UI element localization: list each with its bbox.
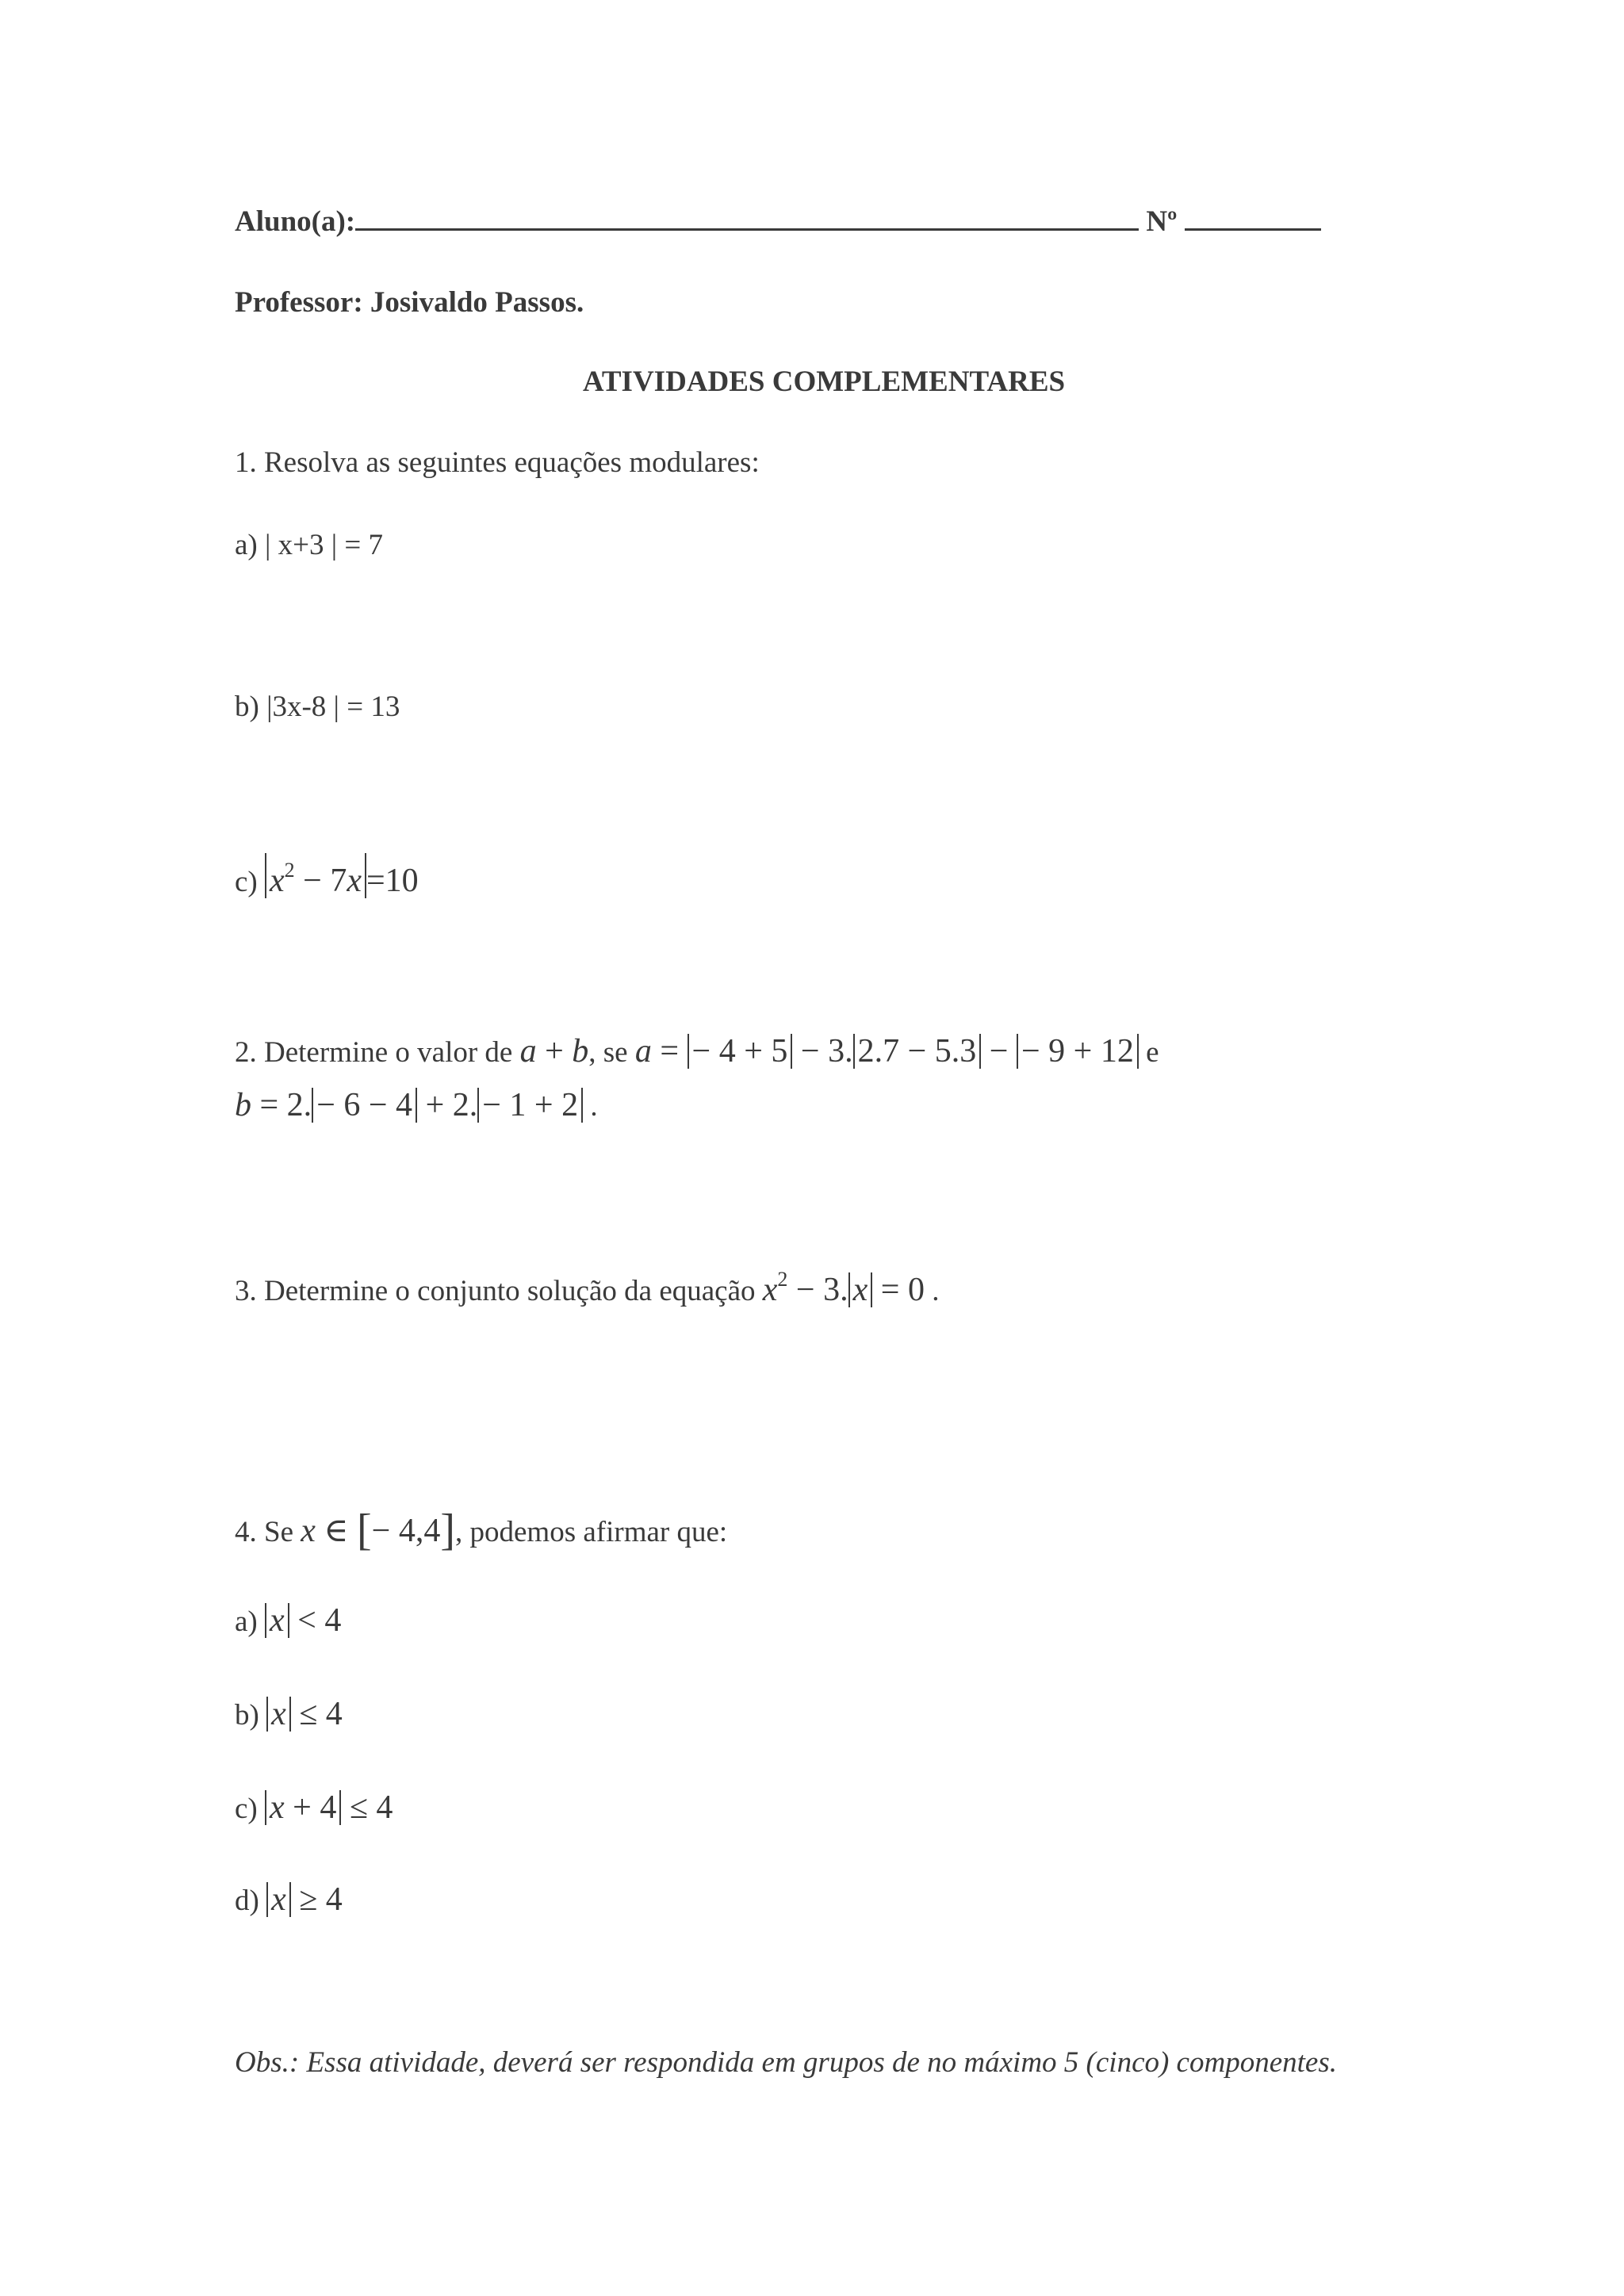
question-4a-expression: x < 4 <box>265 1602 341 1639</box>
question-1c-label: c) <box>235 866 258 898</box>
question-4d: d) x ≥ 4 <box>235 1881 343 1918</box>
question-4-prompt: 4. Se x ∈ [− 4,4], podemos afirmar que: <box>235 1506 728 1555</box>
question-2-sum: a + b <box>519 1033 589 1070</box>
question-1-prompt: 1. Resolva as seguintes equações modulares: <box>235 446 760 479</box>
question-4c-expression: x + 4 ≤ 4 <box>265 1789 393 1826</box>
question-2-line2: b = 2. − 6 − 4 + 2. − 1 + 2 . <box>235 1087 598 1123</box>
question-2-a-expression: a = − 4 + 5 − 3. 2.7 − 5.3 − − 9 + 12 <box>635 1033 1139 1070</box>
question-2-b-expression: b = 2. − 6 − 4 + 2. − 1 + 2 <box>235 1087 583 1123</box>
question-1c <box>235 853 419 901</box>
question-4d-expression: x ≥ 4 <box>266 1881 343 1918</box>
question-2-prompt: 2. Determine o valor de <box>235 1036 513 1069</box>
question-2-line1: 2. Determine o valor de a + b, se a = − 4 + 5 − 3. 2.7 − 5.3 − − 9 + 12 e <box>235 1033 1159 1070</box>
question-1a: a) | x+3 | = 7 <box>235 529 384 561</box>
question-4b-expression: x ≤ 4 <box>266 1696 343 1732</box>
page-title: ATIVIDADES COMPLEMENTARES <box>582 365 1066 398</box>
question-4b: b) x ≤ 4 <box>235 1696 343 1732</box>
question-3-prompt: 3. Determine o conjunto solução da equação <box>235 1275 756 1307</box>
question-1c-expression: $x^2 - 7x =10$ <box>265 863 419 899</box>
student-name-blank[interactable] <box>355 201 1139 231</box>
student-label: Aluno(a): <box>235 205 356 238</box>
question-4-interval: x ∈ [− 4,4] <box>301 1506 455 1555</box>
question-4c: c) x + 4 ≤ 4 <box>235 1789 393 1826</box>
question-3-equation: $x^2 - 3$. x = 0 <box>762 1268 925 1308</box>
question-4a: a) x < 4 <box>235 1602 342 1639</box>
teacher-line: Professor: Josivaldo Passos. <box>235 286 584 319</box>
number-blank[interactable] <box>1185 201 1321 231</box>
observation-note: Obs.: Essa atividade, deverá ser respondida em grupos de no máximo 5 (cinco) componentes. <box>235 2046 1337 2079</box>
question-1b: b) |3x-8 | = 13 <box>235 691 400 723</box>
question-3: 3. Determine o conjunto solução da equação $x^2 - 3$. x = 0 . <box>235 1268 940 1308</box>
student-line <box>235 201 1321 241</box>
number-label: Nº <box>1146 205 1178 238</box>
